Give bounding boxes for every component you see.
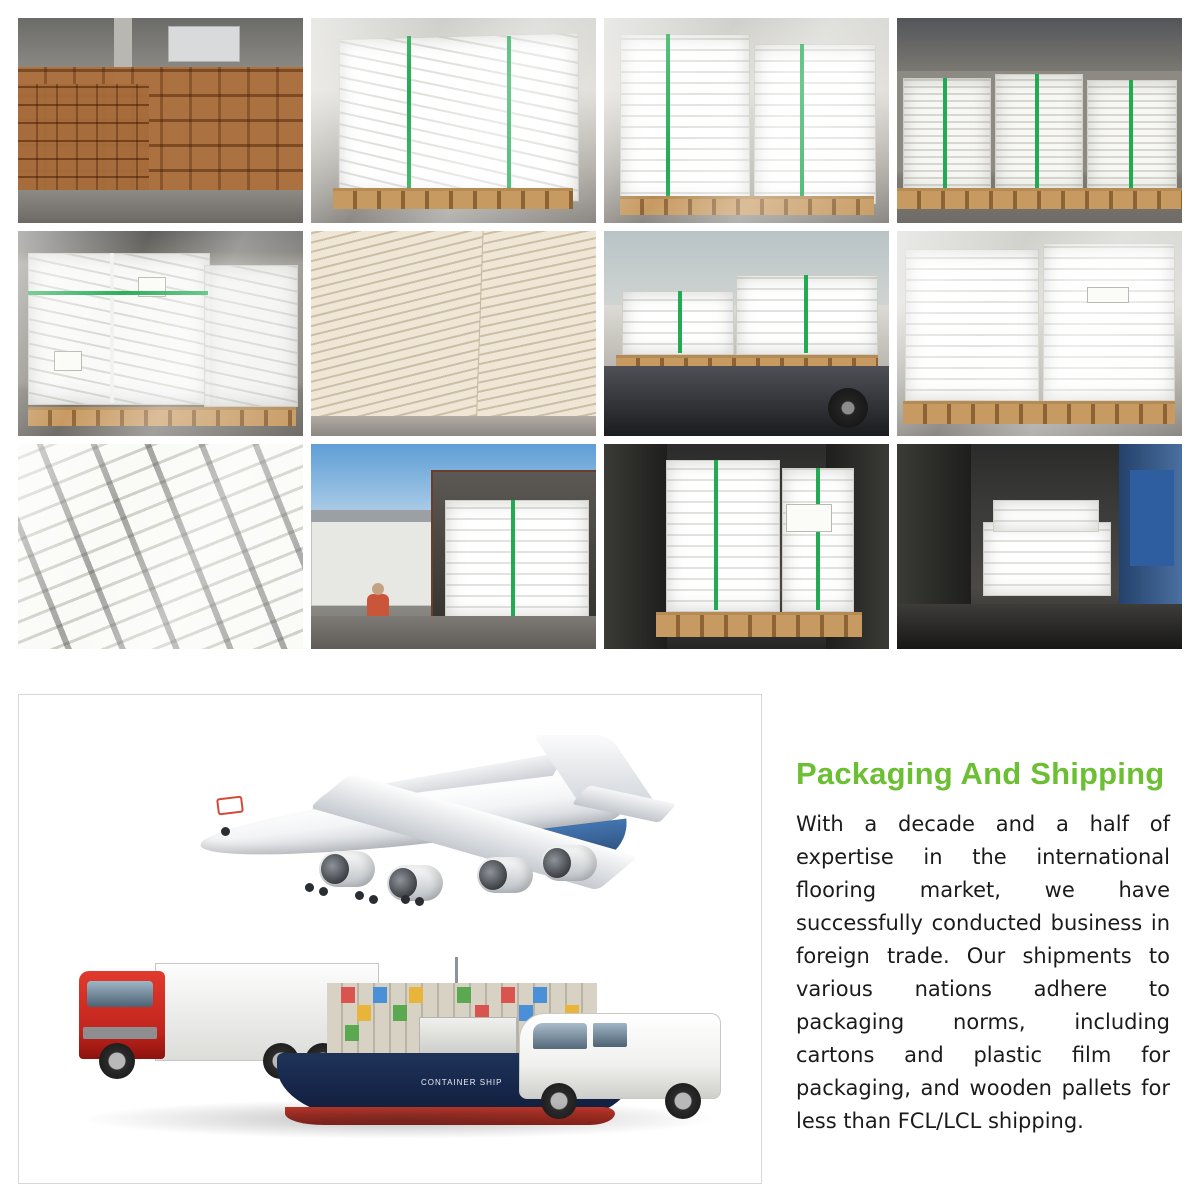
gallery-photo-8	[897, 231, 1182, 436]
gallery-photo-1	[18, 18, 303, 223]
gallery-photo-4	[897, 18, 1182, 223]
gallery-photo-3	[604, 18, 889, 223]
ship-name-label: CONTAINER SHIP	[421, 1078, 503, 1087]
packaging-and-shipping-section	[18, 694, 1182, 1182]
gallery-photo-9	[18, 444, 303, 649]
shipping-description: With a decade and a half of expertise in the international flooring market, we have successfully conducted business in foreign trade. Our shipments to various nations adhere to packaging norms, including cartons and plastic film for packaging, and wooden pallets for less than FCL/LCL shipping.	[796, 812, 1170, 1133]
packaging-photo-gallery	[18, 18, 1182, 649]
gallery-photo-5	[18, 231, 303, 436]
transport-illustration	[18, 694, 762, 1184]
gallery-photo-2	[311, 18, 596, 223]
gallery-photo-11	[604, 444, 889, 649]
gallery-photo-10	[311, 444, 596, 649]
airplane-illustration	[159, 705, 679, 955]
ground-shadow	[79, 1099, 719, 1139]
gallery-photo-6	[311, 231, 596, 436]
page-title: Packaging And Shipping	[796, 756, 1165, 791]
gallery-photo-7	[604, 231, 889, 436]
gallery-photo-12	[897, 444, 1182, 649]
shipping-text-column	[762, 694, 1182, 1182]
